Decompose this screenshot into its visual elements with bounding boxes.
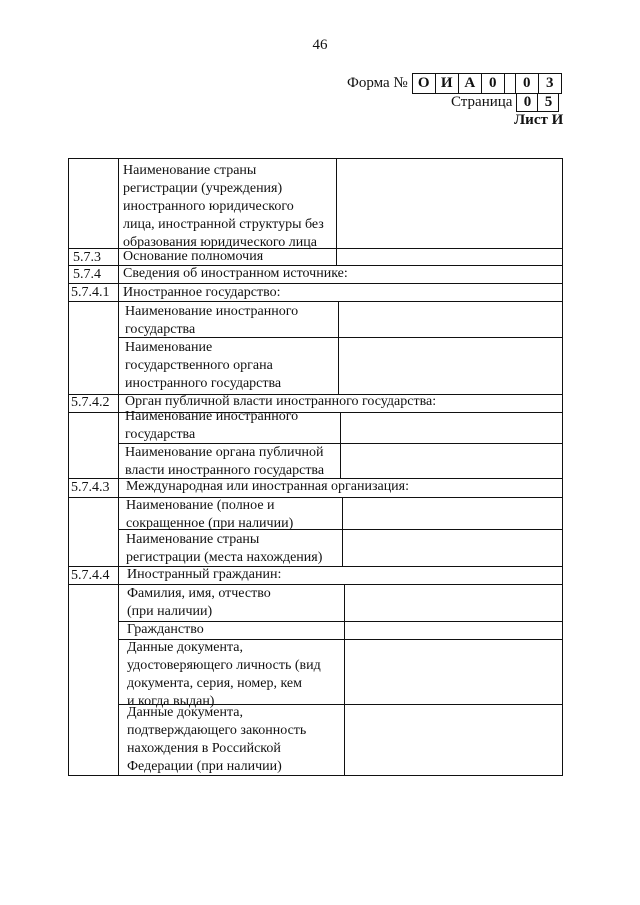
form-code-cell: И bbox=[435, 74, 458, 93]
field-label bbox=[126, 531, 322, 567]
label-line: лица, иностранной структуры без bbox=[123, 217, 324, 232]
value-col-divider bbox=[344, 584, 345, 775]
label-line: подтверждающего законность bbox=[127, 723, 307, 738]
label-line: Наименование иностранного bbox=[125, 304, 299, 319]
value-col-divider bbox=[338, 301, 339, 394]
label-line: сокращенное (при наличии) bbox=[126, 516, 294, 531]
label-line: Наименование (полное и bbox=[126, 498, 275, 513]
section-heading: Иностранный гражданин: bbox=[127, 567, 282, 582]
label-line: Гражданство bbox=[127, 622, 204, 637]
row-number: 5.7.3 bbox=[73, 250, 101, 265]
label-line: иностранного юридического bbox=[123, 199, 294, 214]
label-line: Наименование bbox=[125, 340, 213, 355]
section-heading: Международная или иностранная организация: bbox=[126, 479, 410, 494]
section-heading: Орган публичной власти иностранного государства: bbox=[125, 394, 437, 409]
label-line: нахождения в Российской bbox=[127, 741, 281, 756]
label-line: Наименование иностранного bbox=[125, 409, 299, 424]
row-number: 5.7.4.4 bbox=[71, 568, 110, 583]
form-code-cell: 0 bbox=[515, 74, 538, 93]
form-label: Форма № bbox=[347, 74, 408, 91]
row-number: 5.7.4.2 bbox=[71, 395, 110, 410]
label-line: образования юридического лица bbox=[123, 235, 317, 250]
field-label bbox=[125, 408, 298, 444]
field-label bbox=[127, 639, 321, 711]
value-col-divider bbox=[340, 412, 341, 478]
label-line: иностранного государства bbox=[125, 376, 282, 391]
form-code-cell bbox=[504, 74, 515, 93]
section-heading: Сведения об иностранном источнике: bbox=[123, 266, 348, 281]
field-label bbox=[127, 621, 204, 639]
table-border-right bbox=[562, 158, 563, 776]
label-line: Федерации (при наличии) bbox=[127, 759, 282, 774]
field-label bbox=[125, 303, 298, 339]
label-line: Наименование страны bbox=[126, 532, 260, 547]
field-label bbox=[125, 444, 324, 480]
table-border-top bbox=[68, 158, 563, 159]
row-number: 5.7.4 bbox=[73, 267, 101, 282]
label-line: и когда выдан) bbox=[127, 694, 215, 709]
field-label bbox=[125, 339, 281, 393]
label-line: удостоверяющего личность (вид bbox=[127, 658, 321, 673]
page-row bbox=[451, 93, 559, 111]
label-line: государства bbox=[125, 322, 196, 337]
label-line: документа, серия, номер, кем bbox=[127, 676, 302, 691]
label-line: (при наличии) bbox=[127, 604, 213, 619]
value-col-divider bbox=[342, 497, 343, 566]
form-code-cells bbox=[412, 73, 562, 94]
label-line: государственного органа bbox=[125, 358, 273, 373]
label-line: власти иностранного государства bbox=[125, 463, 325, 478]
label-line: регистрации (учреждения) bbox=[123, 181, 283, 196]
form-code-cell: 0 bbox=[481, 74, 504, 93]
form-code-cell: О bbox=[417, 74, 430, 91]
page-cells bbox=[516, 93, 559, 112]
label-line: государства bbox=[125, 427, 196, 442]
page-cell: 5 bbox=[537, 94, 558, 111]
page-number: 46 bbox=[312, 37, 328, 53]
field-label bbox=[127, 585, 271, 621]
row-number: 5.7.4.1 bbox=[71, 285, 110, 300]
sheet-label: Лист И bbox=[514, 112, 564, 128]
field-label bbox=[127, 704, 306, 776]
form-number-row bbox=[347, 73, 562, 93]
label-line: Данные документа, bbox=[127, 640, 243, 655]
field-label bbox=[126, 497, 293, 533]
form-code-cell: 3 bbox=[538, 74, 561, 93]
label-line: Фамилия, имя, отчество bbox=[127, 586, 271, 601]
table-border-left bbox=[68, 158, 69, 776]
label-line: Данные документа, bbox=[127, 705, 243, 720]
row-number: 5.7.4.3 bbox=[71, 480, 110, 495]
form-code-cell: А bbox=[458, 74, 481, 93]
num-col-divider bbox=[118, 158, 119, 776]
form-table bbox=[68, 158, 563, 776]
section-heading: Иностранное государство: bbox=[123, 285, 281, 300]
field-label bbox=[123, 162, 324, 252]
label-line: Наименование органа публичной bbox=[125, 445, 324, 460]
label-line: регистрации (места нахождения) bbox=[126, 550, 323, 565]
label-line: Наименование страны bbox=[123, 163, 257, 178]
page-label: Страница bbox=[451, 93, 513, 110]
page-cell: 0 bbox=[523, 93, 532, 110]
field-label: Основание полномочия bbox=[123, 249, 264, 264]
